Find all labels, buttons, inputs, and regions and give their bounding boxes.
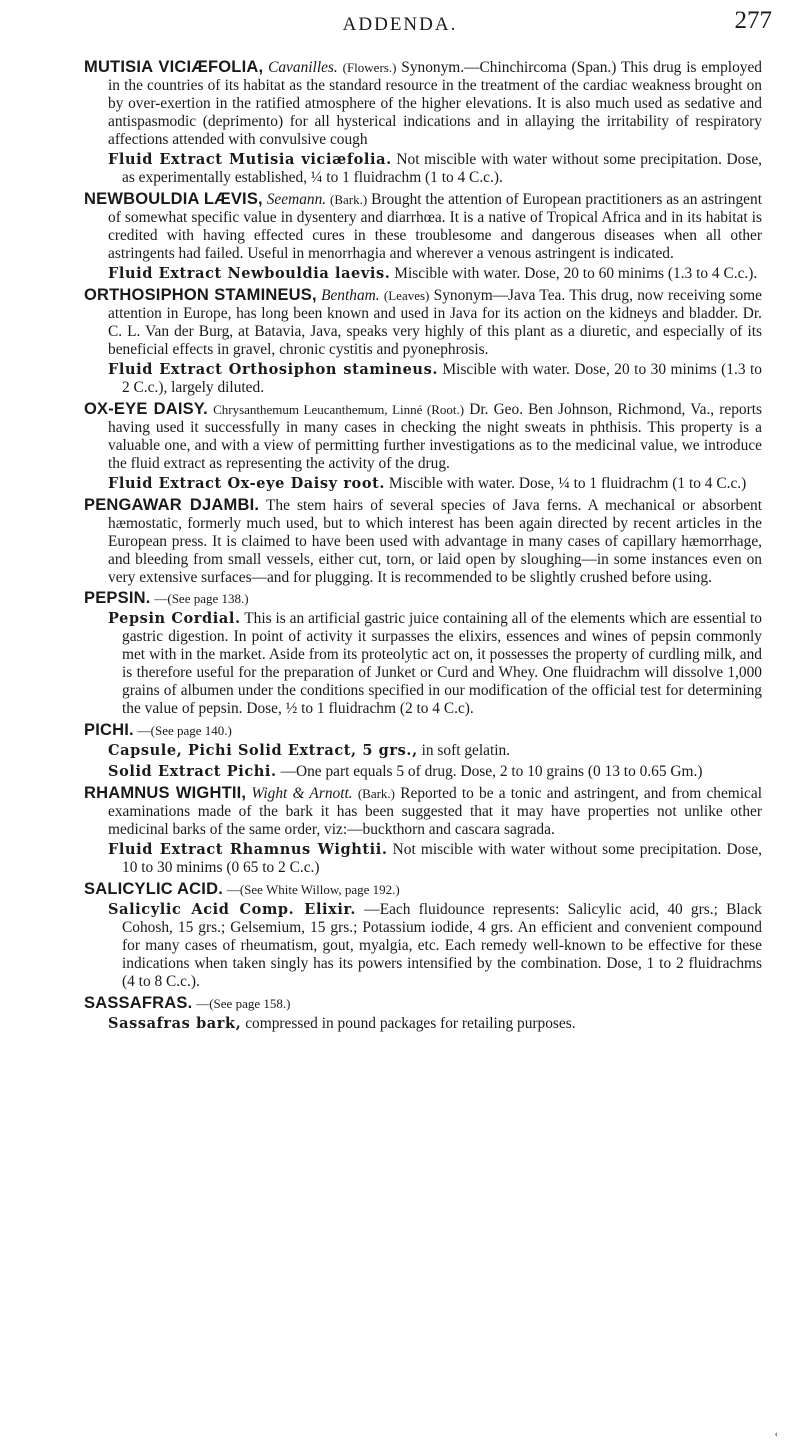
drug-name: OX-EYE DAISY. <box>84 400 208 418</box>
preparation-text: Miscible with water. Dose, 20 to 30 minims (1.3 to 2 C.c.), largely diluted. <box>122 361 762 396</box>
drug-part: (Flowers.) <box>342 60 397 75</box>
drug-entry <box>84 286 762 359</box>
drug-name: MUTISIA VICIÆFOLIA, <box>84 58 264 76</box>
drug-part: (Bark.) <box>357 786 396 801</box>
preparation <box>108 763 762 781</box>
preparation-text: compressed in pound packages for retailing purposes. <box>245 1015 576 1032</box>
running-title: ADDENDA. <box>342 14 458 35</box>
preparation-text: —One part equals 5 of drug. Dose, 2 to 10 grains (0 13 to 0.65 Gm.) <box>280 763 703 780</box>
drug-entry <box>84 994 762 1013</box>
drug-name: RHAMNUS WIGHTII, <box>84 784 247 802</box>
drug-entry <box>84 400 762 473</box>
drug-entry <box>84 496 762 587</box>
drug-name: NEWBOULDIA LÆVIS, <box>84 190 263 208</box>
drug-entry <box>84 190 762 263</box>
drug-part: (Leaves) <box>383 288 430 303</box>
preparation <box>108 610 762 718</box>
drug-description: Brought the attention of European practitioners as an astringent of somewhat specific value in dysentery and diarrhœa. It is a native of Tropical Africa and in its habitat is credited with having effected cures in these troublesome and dangerous diseases when all other astringents had failed. Useful in menorrhagia and wherever a venous astringent is indicated. <box>108 191 762 262</box>
drug-description: The stem hairs of several species of Java ferns. A mechanical or absorbent hæmostatic, formerly much used, but to which interest has been again directed by recent articles in the European press. It is claimed to have been used with advantage in many cases of capillary hæmorrhage, and bleeding from small vessels, either cut, torn, or laid open by sloughing—in some instances even on very extensive surfaces—and for plugging. It is recommended to be slightly crushed before using. <box>108 497 762 586</box>
drug-authority: Bentham. <box>321 287 380 304</box>
drug-name: PEPSIN. <box>84 589 151 607</box>
drug-authority: Wight & Arnott. <box>251 785 353 802</box>
drug-description: Synonym—Java Tea. This drug, now receiving some attention in Europe, has long been known and used in Java for its action on the kidneys and bladder. Dr. C. L. Van der Burg, at Batavia, Java, speaks very highly of this plant as a diuretic, and especially of its beneficial effects in gravel, chronic cystitis and pyonephrosis. <box>108 287 762 358</box>
preparation <box>108 265 762 283</box>
preparation-name: Capsule, Pichi Solid Extract, 5 grs., <box>108 742 418 759</box>
drug-name: PICHI. <box>84 721 134 739</box>
preparation-text: Not miscible with water without some precipitation. Dose, as experimentally established, ¼ to 1 fluidrachm (1 to 4 C.c.). <box>122 151 762 186</box>
drug-name: ORTHOSIPHON STAMINEUS, <box>84 286 317 304</box>
preparation-text: This is an artificial gastric juice containing all of the elements which are essential to gastric digestion. In point of activity it surpasses the elixirs, essences and wines of pepsin commonly met with in the market. Aside from its proteolytic act on, it possesses the property of curdling milk, and is therefore useful for the preparation of Junket or Curd and Whey. One fluidrachm will dissolve 1,000 grains of albumen under the conditions specified in our modification of the official test for determining the value of pepsin. Dose, ½ to 1 fluidrachm (2 to 4 C.c). <box>122 610 763 717</box>
preparation <box>108 1015 762 1033</box>
preparation-name: Pepsin Cordial. <box>108 610 241 627</box>
preparation <box>108 901 762 991</box>
drug-entry <box>84 589 762 608</box>
preparation-name: Fluid Extract Ox-eye Daisy root. <box>108 475 386 492</box>
entries-column <box>84 58 762 1036</box>
drug-part: (Bark.) <box>330 192 368 207</box>
preparation <box>108 361 762 397</box>
drug-description: Synonym.—Chinchircoma (Span.) This drug is employed in the countries of its habitat as the standard resource in the treatment of the cardiac weakness brought on by over-exertion in the ratified atmosphere of the higher elevations. It is also much used as sedative and antispasmodic (deprimento) for all hysterical indications and in allaying the irritability of respiratory affections attended with convulsive cough <box>108 59 762 148</box>
drug-part: —(See White Willow, page 192.) <box>226 882 400 897</box>
drug-part: —(See page 140.) <box>137 723 232 738</box>
preparation <box>108 151 762 187</box>
drug-entry <box>84 784 762 839</box>
drug-entry <box>84 880 762 899</box>
preparation-name: Fluid Extract Orthosiphon stamineus. <box>108 361 438 378</box>
page-header <box>0 7 800 46</box>
preparation-name: Salicylic Acid Comp. Elixir. <box>108 901 357 918</box>
page-number: 277 <box>734 7 772 34</box>
drug-part: —(See page 158.) <box>196 996 291 1011</box>
drug-description: Reported to be a tonic and astringent, and from chemical examinations made of the bark it has been suggested that it may have properties not unlike other medicinal barks of the same order, viz:—buckthorn and cascara sagrada. <box>108 785 762 838</box>
preparation-name: Sassafras bark, <box>108 1015 242 1032</box>
preparation <box>108 742 762 760</box>
drug-authority: Cavanilles. <box>268 59 338 76</box>
drug-part: Chrysanthemum Leucanthemum, Linné (Root.) <box>213 402 465 417</box>
preparation-name: Fluid Extract Newbouldia laevis. <box>108 265 391 282</box>
preparation-text: in soft gelatin. <box>421 742 511 759</box>
drug-name: SASSAFRAS. <box>84 994 193 1012</box>
margin-mark: ‹ <box>774 1429 778 1440</box>
preparation-name: Fluid Extract Mutisia viciæfolia. <box>108 151 392 168</box>
drug-entry <box>84 721 762 740</box>
drug-name: PENGAWAR DJAMBI. <box>84 496 260 514</box>
drug-authority: Seemann. <box>266 191 327 208</box>
drug-part: —(See page 138.) <box>154 591 249 606</box>
preparation-text: Miscible with water. Dose, ¼ to 1 fluidrachm (1 to 4 C.c.) <box>388 475 747 492</box>
drug-entry <box>84 58 762 149</box>
preparation-name: Solid Extract Pichi. <box>108 763 277 780</box>
preparation <box>108 475 762 493</box>
drug-name: SALICYLIC ACID. <box>84 880 223 898</box>
drug-description: Dr. Geo. Ben Johnson, Richmond, Va., reports having used it successfully in many cases in checking the night sweats in phthisis. This property is a valuable one, and with a view of permitting further investigations as to the medicinal value, we introduce the fluid extract as representing the activity of the drug. <box>108 401 762 472</box>
preparation-text: —Each fluidounce represents: Salicylic acid, 40 grs.; Black Cohosh, 15 grs.; Gelsemium, 15 grs.; Potassium iodide, 4 grs. An efficient and convenient compound for many cases of rheumatism, gout, myalgia, etc. Each remedy well-known to be effective for these indications when taken singly has its powers intensified by the combination. Dose, 1 to 2 fluidrachms (4 to 8 C.c.). <box>122 901 762 990</box>
preparation-name: Fluid Extract Rhamnus Wightii. <box>108 841 388 858</box>
preparation <box>108 841 762 877</box>
preparation-text: Miscible with water. Dose, 20 to 60 minims (1.3 to 4 C.c.). <box>394 265 758 282</box>
preparation-text: Not miscible with water without some precipitation. Dose, 10 to 30 minims (0 65 to 2 C.c.) <box>122 841 762 876</box>
